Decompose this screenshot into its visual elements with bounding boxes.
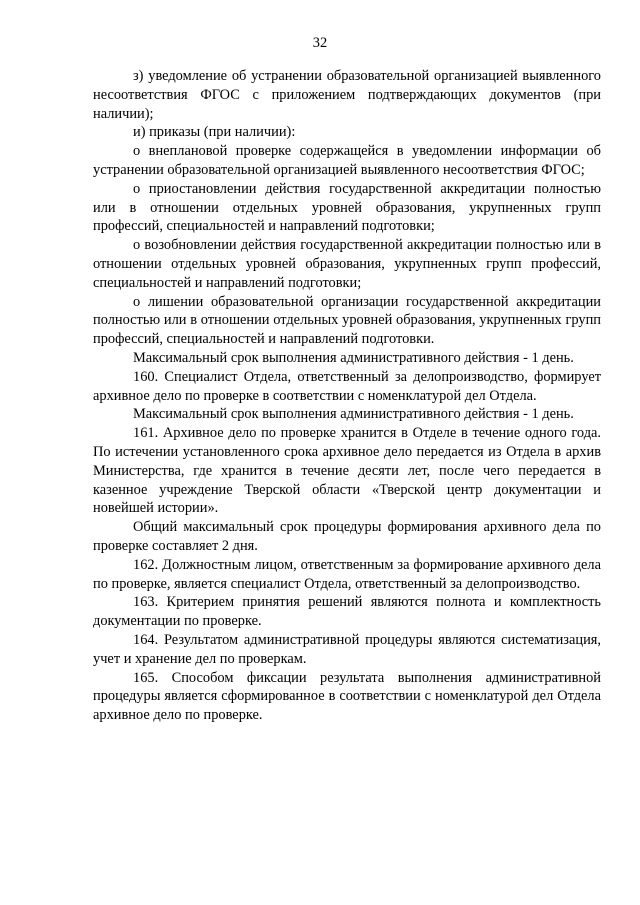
- paragraph-164: 164. Результатом административной процедуры являются систематизация, учет и хранение дел по проверкам.: [93, 631, 601, 667]
- paragraph-160: 160. Специалист Отдела, ответственный за делопроизводство, формирует архивное дело по проверке в соответствии с номенклатурой дел Отдела.: [93, 368, 601, 404]
- paragraph-161: 161. Архивное дело по проверке хранится в Отделе в течение одного года. По истечении установленного срока архивное дело передается из Отдела в архив Министерства, где хранится в течение десяти лет, после чего передается в казенное учреждение Тверской области «Тверской центр документации и новейшей истории».: [93, 425, 601, 517]
- paragraph-item-z: з) уведомление об устранении образовательной организацией выявленного несоответствия ФГОС с приложением подтверждающих документов (при наличии);: [93, 68, 601, 122]
- paragraph-order-resumption: о возобновлении действия государственной аккредитации полностью или в отношении отдельных уровней образования, укрупненных групп профессий, специальностей и направлений подготовки;: [93, 237, 601, 291]
- paragraph-max-term-2: Максимальный срок выполнения административного действия - 1 день.: [133, 406, 574, 423]
- paragraph-order-suspension: о приостановлении действия государственной аккредитации полностью или в отношении отдельных уровней образования, укрупненных групп профессий, специальностей и направлений подготовки;: [93, 180, 601, 235]
- paragraph-165: 165. Способом фиксации результата выполнения административной процедуры является сформированное в соответствии с номенклатурой дел Отдела архивное дело по проверке.: [93, 669, 601, 724]
- page-number: 32: [312, 35, 328, 51]
- paragraph-max-term-1: Максимальный срок выполнения административного действия - 1 день.: [133, 349, 574, 366]
- paragraph-order-deprivation: о лишении образовательной организации государственной аккредитации полностью или в отношении отдельных уровней образования, укрупненных групп профессий, специальностей и направлений подготовки.: [93, 293, 601, 348]
- paragraph-item-i: и) приказы (при наличии):: [133, 124, 296, 141]
- paragraph-order-unscheduled-check: о внеплановой проверке содержащейся в уведомлении информации об устранении образовательной организацией выявленного несоответствия ФГОС;: [93, 143, 601, 178]
- paragraph-163: 163. Критерием принятия решений являются полнота и комплектность документации по проверке.: [93, 594, 601, 630]
- paragraph-total-term: Общий максимальный срок процедуры формирования архивного дела по проверке составляет 2 дня.: [93, 519, 601, 554]
- paragraph-162: 162. Должностным лицом, ответственным за формирование архивного дела по проверке, является специалист Отдела, ответственный за делопроизводство.: [93, 556, 601, 592]
- document-body: [93, 67, 601, 725]
